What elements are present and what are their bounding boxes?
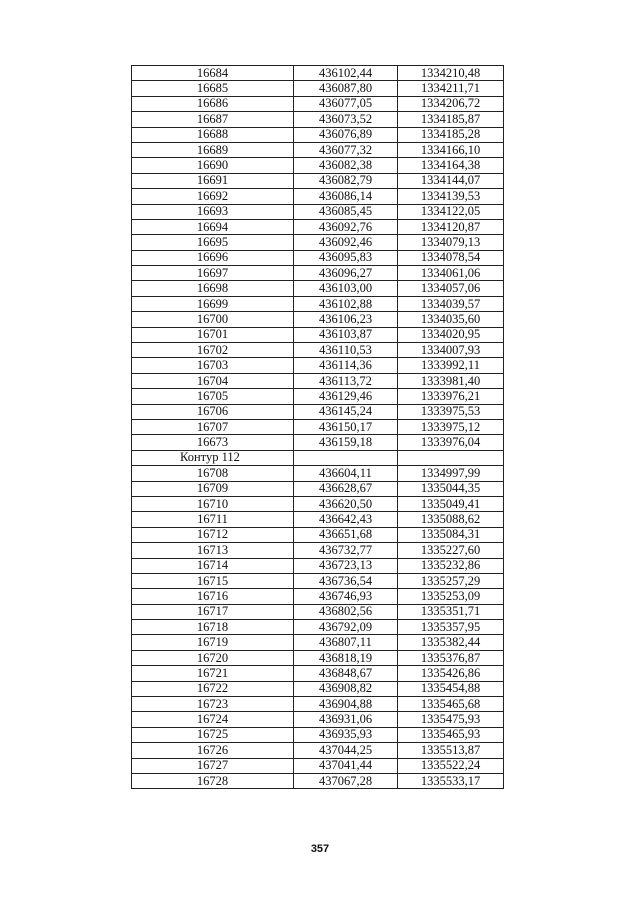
- y-coordinate-cell: 1333975,12: [398, 419, 504, 434]
- x-coordinate-cell: 436931,06: [294, 712, 398, 727]
- point-number-cell: 16721: [132, 666, 294, 681]
- point-number-cell: 16706: [132, 404, 294, 419]
- point-number-cell: 16690: [132, 158, 294, 173]
- y-coordinate-cell: 1334079,13: [398, 235, 504, 250]
- point-number-cell: 16698: [132, 281, 294, 296]
- table-row: [132, 358, 504, 373]
- empty-y-cell: [398, 450, 504, 465]
- x-coordinate-cell: 436145,24: [294, 404, 398, 419]
- table-row: [132, 604, 504, 619]
- y-coordinate-cell: 1335232,86: [398, 558, 504, 573]
- point-number-cell: 16728: [132, 773, 294, 788]
- table-row: [132, 219, 504, 234]
- table-row: [132, 142, 504, 157]
- x-coordinate-cell: 437044,25: [294, 743, 398, 758]
- y-coordinate-cell: 1334206,72: [398, 96, 504, 111]
- section-label: Контур 112: [132, 450, 294, 465]
- x-coordinate-cell: 436114,36: [294, 358, 398, 373]
- x-coordinate-cell: 436642,43: [294, 512, 398, 527]
- x-coordinate-cell: 436736,54: [294, 573, 398, 588]
- y-coordinate-cell: 1334166,10: [398, 142, 504, 157]
- x-coordinate-cell: 436095,83: [294, 250, 398, 265]
- x-coordinate-cell: 436102,44: [294, 66, 398, 81]
- y-coordinate-cell: 1335357,95: [398, 620, 504, 635]
- y-coordinate-cell: 1334139,53: [398, 189, 504, 204]
- y-coordinate-cell: 1334120,87: [398, 219, 504, 234]
- y-coordinate-cell: 1335533,17: [398, 773, 504, 788]
- x-coordinate-cell: 437041,44: [294, 758, 398, 773]
- point-number-cell: 16724: [132, 712, 294, 727]
- x-coordinate-cell: 436085,45: [294, 204, 398, 219]
- y-coordinate-cell: 1334122,05: [398, 204, 504, 219]
- coordinates-table: [131, 65, 504, 789]
- y-coordinate-cell: 1334211,71: [398, 81, 504, 96]
- y-coordinate-cell: 1335522,24: [398, 758, 504, 773]
- table-row: [132, 666, 504, 681]
- point-number-cell: 16685: [132, 81, 294, 96]
- point-number-cell: 16693: [132, 204, 294, 219]
- point-number-cell: 16695: [132, 235, 294, 250]
- y-coordinate-cell: 1333981,40: [398, 373, 504, 388]
- point-number-cell: 16701: [132, 327, 294, 342]
- point-number-cell: 16673: [132, 435, 294, 450]
- y-coordinate-cell: 1334007,93: [398, 343, 504, 358]
- x-coordinate-cell: 436604,11: [294, 466, 398, 481]
- x-coordinate-cell: 436077,32: [294, 142, 398, 157]
- empty-x-cell: [294, 450, 398, 465]
- point-number-cell: 16726: [132, 743, 294, 758]
- table-row: [132, 543, 504, 558]
- point-number-cell: 16716: [132, 589, 294, 604]
- point-number-cell: 16684: [132, 66, 294, 81]
- table-row: [132, 589, 504, 604]
- table-row: [132, 404, 504, 419]
- point-number-cell: 16718: [132, 620, 294, 635]
- point-number-cell: 16715: [132, 573, 294, 588]
- y-coordinate-cell: 1334039,57: [398, 296, 504, 311]
- point-number-cell: 16719: [132, 635, 294, 650]
- point-number-cell: 16697: [132, 266, 294, 281]
- table-row: [132, 481, 504, 496]
- x-coordinate-cell: 436732,77: [294, 543, 398, 558]
- point-number-cell: 16717: [132, 604, 294, 619]
- table-row: [132, 496, 504, 511]
- point-number-cell: 16694: [132, 219, 294, 234]
- table-row: [132, 389, 504, 404]
- table-row: [132, 312, 504, 327]
- y-coordinate-cell: 1333976,04: [398, 435, 504, 450]
- x-coordinate-cell: 437067,28: [294, 773, 398, 788]
- point-number-cell: 16687: [132, 112, 294, 127]
- x-coordinate-cell: 436159,18: [294, 435, 398, 450]
- y-coordinate-cell: 1335044,35: [398, 481, 504, 496]
- point-number-cell: 16688: [132, 127, 294, 142]
- x-coordinate-cell: 436113,72: [294, 373, 398, 388]
- x-coordinate-cell: 436092,76: [294, 219, 398, 234]
- x-coordinate-cell: 436106,23: [294, 312, 398, 327]
- point-number-cell: 16714: [132, 558, 294, 573]
- x-coordinate-cell: 436935,93: [294, 727, 398, 742]
- x-coordinate-cell: 436077,05: [294, 96, 398, 111]
- y-coordinate-cell: 1334020,95: [398, 327, 504, 342]
- point-number-cell: 16691: [132, 173, 294, 188]
- point-number-cell: 16722: [132, 681, 294, 696]
- page-number: 357: [310, 843, 330, 855]
- y-coordinate-cell: 1335426,86: [398, 666, 504, 681]
- y-coordinate-cell: 1333992,11: [398, 358, 504, 373]
- point-number-cell: 16723: [132, 697, 294, 712]
- y-coordinate-cell: 1335475,93: [398, 712, 504, 727]
- table-row: [132, 681, 504, 696]
- table-row: [132, 743, 504, 758]
- table-row: [132, 189, 504, 204]
- x-coordinate-cell: 436904,88: [294, 697, 398, 712]
- table-row: [132, 373, 504, 388]
- y-coordinate-cell: 1334164,38: [398, 158, 504, 173]
- point-number-cell: 16707: [132, 419, 294, 434]
- y-coordinate-cell: 1335465,93: [398, 727, 504, 742]
- point-number-cell: 16711: [132, 512, 294, 527]
- x-coordinate-cell: 436086,14: [294, 189, 398, 204]
- y-coordinate-cell: 1335084,31: [398, 527, 504, 542]
- table-row: [132, 558, 504, 573]
- point-number-cell: 16700: [132, 312, 294, 327]
- table-row: [132, 296, 504, 311]
- x-coordinate-cell: 436792,09: [294, 620, 398, 635]
- point-number-cell: 16689: [132, 142, 294, 157]
- table-row: [132, 158, 504, 173]
- point-number-cell: 16692: [132, 189, 294, 204]
- table-row: [132, 112, 504, 127]
- y-coordinate-cell: 1335227,60: [398, 543, 504, 558]
- point-number-cell: 16710: [132, 496, 294, 511]
- x-coordinate-cell: 436092,46: [294, 235, 398, 250]
- y-coordinate-cell: 1333975,53: [398, 404, 504, 419]
- x-coordinate-cell: 436802,56: [294, 604, 398, 619]
- x-coordinate-cell: 436076,89: [294, 127, 398, 142]
- table-row: [132, 620, 504, 635]
- table-row: [132, 250, 504, 265]
- point-number-cell: 16696: [132, 250, 294, 265]
- point-number-cell: 16705: [132, 389, 294, 404]
- x-coordinate-cell: 436073,52: [294, 112, 398, 127]
- y-coordinate-cell: 1334035,60: [398, 312, 504, 327]
- table-row: [132, 66, 504, 81]
- coordinates-table-body: [132, 66, 504, 789]
- table-row: [132, 96, 504, 111]
- x-coordinate-cell: 436807,11: [294, 635, 398, 650]
- table-row: [132, 81, 504, 96]
- y-coordinate-cell: 1333976,21: [398, 389, 504, 404]
- table-row: [132, 127, 504, 142]
- x-coordinate-cell: 436746,93: [294, 589, 398, 604]
- y-coordinate-cell: 1335465,68: [398, 697, 504, 712]
- table-row: [132, 773, 504, 788]
- x-coordinate-cell: 436087,80: [294, 81, 398, 96]
- y-coordinate-cell: 1334078,54: [398, 250, 504, 265]
- y-coordinate-cell: 1334997,99: [398, 466, 504, 481]
- point-number-cell: 16725: [132, 727, 294, 742]
- y-coordinate-cell: 1335088,62: [398, 512, 504, 527]
- x-coordinate-cell: 436628,67: [294, 481, 398, 496]
- table-row: [132, 173, 504, 188]
- table-row: [132, 635, 504, 650]
- y-coordinate-cell: 1334185,28: [398, 127, 504, 142]
- x-coordinate-cell: 436103,00: [294, 281, 398, 296]
- table-row: [132, 758, 504, 773]
- table-row: [132, 281, 504, 296]
- point-number-cell: 16712: [132, 527, 294, 542]
- table-row: [132, 235, 504, 250]
- y-coordinate-cell: 1335454,88: [398, 681, 504, 696]
- y-coordinate-cell: 1335513,87: [398, 743, 504, 758]
- x-coordinate-cell: 436110,53: [294, 343, 398, 358]
- x-coordinate-cell: 436096,27: [294, 266, 398, 281]
- table-row: [132, 204, 504, 219]
- point-number-cell: 16727: [132, 758, 294, 773]
- table-row: [132, 343, 504, 358]
- table-row: [132, 466, 504, 481]
- y-coordinate-cell: 1335049,41: [398, 496, 504, 511]
- table-row: [132, 266, 504, 281]
- table-row: [132, 727, 504, 742]
- y-coordinate-cell: 1334061,06: [398, 266, 504, 281]
- x-coordinate-cell: 436150,17: [294, 419, 398, 434]
- y-coordinate-cell: 1334210,48: [398, 66, 504, 81]
- y-coordinate-cell: 1335351,71: [398, 604, 504, 619]
- table-row: [132, 712, 504, 727]
- y-coordinate-cell: 1334144,07: [398, 173, 504, 188]
- point-number-cell: 16713: [132, 543, 294, 558]
- y-coordinate-cell: 1335253,09: [398, 589, 504, 604]
- point-number-cell: 16704: [132, 373, 294, 388]
- y-coordinate-cell: 1335257,29: [398, 573, 504, 588]
- point-number-cell: 16708: [132, 466, 294, 481]
- point-number-cell: 16703: [132, 358, 294, 373]
- x-coordinate-cell: 436620,50: [294, 496, 398, 511]
- x-coordinate-cell: 436908,82: [294, 681, 398, 696]
- x-coordinate-cell: 436082,38: [294, 158, 398, 173]
- point-number-cell: 16720: [132, 650, 294, 665]
- point-number-cell: 16709: [132, 481, 294, 496]
- table-row: [132, 327, 504, 342]
- table-row: [132, 512, 504, 527]
- point-number-cell: 16686: [132, 96, 294, 111]
- table-row: [132, 573, 504, 588]
- table-row: [132, 435, 504, 450]
- x-coordinate-cell: 436848,67: [294, 666, 398, 681]
- y-coordinate-cell: 1334057,06: [398, 281, 504, 296]
- table-row: [132, 697, 504, 712]
- point-number-cell: 16702: [132, 343, 294, 358]
- table-row: [132, 419, 504, 434]
- x-coordinate-cell: 436723,13: [294, 558, 398, 573]
- x-coordinate-cell: 436102,88: [294, 296, 398, 311]
- x-coordinate-cell: 436103,87: [294, 327, 398, 342]
- y-coordinate-cell: 1335376,87: [398, 650, 504, 665]
- section-label-row: [132, 450, 504, 465]
- table-row: [132, 650, 504, 665]
- table-row: [132, 527, 504, 542]
- x-coordinate-cell: 436651,68: [294, 527, 398, 542]
- x-coordinate-cell: 436818,19: [294, 650, 398, 665]
- x-coordinate-cell: 436129,46: [294, 389, 398, 404]
- point-number-cell: 16699: [132, 296, 294, 311]
- x-coordinate-cell: 436082,79: [294, 173, 398, 188]
- y-coordinate-cell: 1335382,44: [398, 635, 504, 650]
- y-coordinate-cell: 1334185,87: [398, 112, 504, 127]
